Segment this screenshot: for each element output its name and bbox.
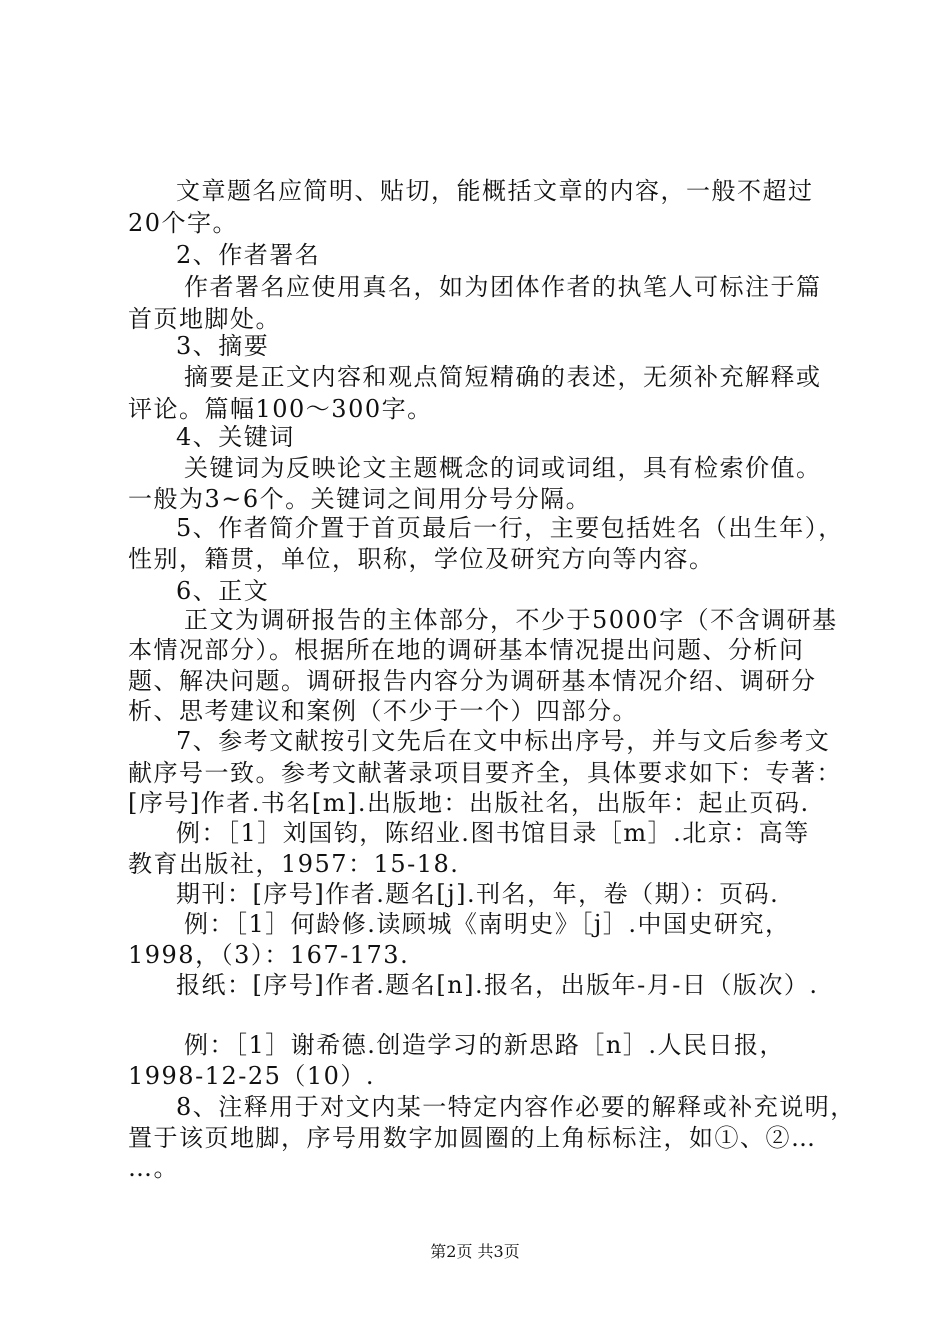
section-heading: 6、正文 [176,577,270,605]
paragraph-line: 例：［1］何龄修.读顾城《南明史》［j］.中国史研究， [184,910,791,938]
paragraph-line: 献序号一致。参考文献著录项目要齐全，具体要求如下：专著： [128,759,842,787]
paragraph-line: 作者署名应使用真名，如为团体作者的执笔人可标注于篇 [184,273,822,301]
paragraph-line: 置于该页地脚，序号用数字加圆圈的上角标标注，如①、②… [128,1124,817,1152]
paragraph-line: 摘要是正文内容和观点简短精确的表述，无须补充解释或 [184,363,822,391]
page-footer: 第2页 共3页 [430,1242,520,1261]
paragraph-line: 教育出版社，1957：15-18. [128,850,460,878]
paragraph-line: …。 [128,1154,179,1182]
paragraph-line: 性别，籍贯，单位，职称，学位及研究方向等内容。 [128,545,715,573]
paragraph-line: 期刊：[序号]作者.题名[j].刊名，年，卷（期）：页码. [176,880,780,908]
paragraph-line: 关键词为反映论文主题概念的词或词组，具有检索价值。 [184,454,822,482]
paragraph-line: 一般为3~6个。关键词之间用分号分隔。 [128,485,592,513]
paragraph-line: 8、注释用于对文内某一特定内容作必要的解释或补充说明， [176,1093,856,1121]
paragraph-line: 文章题名应简明、贴切，能概括文章的内容，一般不超过 [176,177,814,205]
paragraph-line: 评论。篇幅100～300字。 [128,395,433,423]
section-heading: 4、关键词 [176,423,295,451]
paragraph-line: 20个字。 [128,209,239,237]
paragraph-line: 7、参考文献按引文先后在文中标出序号，并与文后参考文 [176,727,831,755]
paragraph-line: 报纸：[序号]作者.题名[n].报名，出版年-月-日（版次）. [176,971,819,999]
paragraph-line: 首页地脚处。 [128,305,281,333]
paragraph-line: 例：［1］刘国钧，陈绍业.图书馆目录［m］.北京：高等 [176,819,810,847]
paragraph-line: [序号]作者.书名[m].出版地：出版社名，出版年：起止页码. [128,789,810,817]
paragraph-line: 正文为调研报告的主体部分，不少于5000字（不含调研基 [184,606,838,634]
paragraph-line: 1998-12-25（10）. [128,1062,376,1090]
paragraph-line: 本情况部分）。根据所在地的调研基本情况提出问题、分析问 [128,636,805,664]
paragraph-line: 题、解决问题。调研报告内容分为调研基本情况介绍、调研分 [128,667,817,695]
paragraph-line: 例：［1］谢希德.创造学习的新思路［n］.人民日报， [184,1031,785,1059]
paragraph-line: 5、作者简介置于首页最后一行，主要包括姓名（出生年）， [176,514,844,542]
section-heading: 3、摘要 [176,332,270,360]
paragraph-line: 1998，（3）：167-173. [128,941,410,969]
section-heading: 2、作者署名 [176,241,321,269]
paragraph-line: 析、思考建议和案例（不少于一个）四部分。 [128,697,638,725]
